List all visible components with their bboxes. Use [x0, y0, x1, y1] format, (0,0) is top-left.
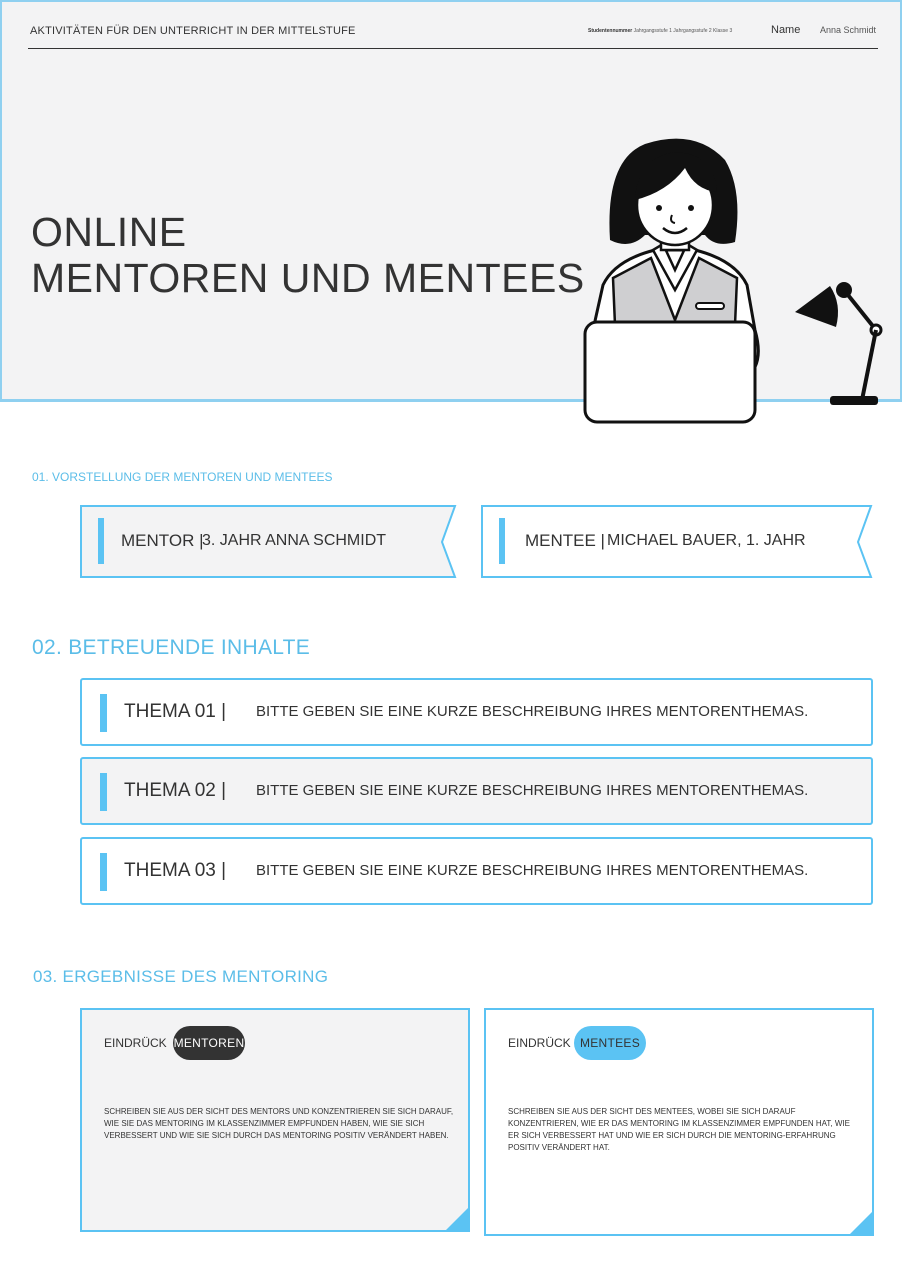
page-title-line1: ONLINE: [31, 209, 187, 255]
name-value: Anna Schmidt: [820, 25, 877, 35]
grade-meta: Jahrgangsstufe 1 Jahrgangsstufe 2 Klasse 3: [633, 28, 733, 34]
topic-label: THEMA 02 |: [124, 780, 227, 801]
mentor-impressions-text: SCHREIBEN SIE AUS DER SICHT DES MENTORS UND KONZENTRIEREN SIE SICH DARAUF, WIE SIE DAS MENTORING IM KLASSENZIMMER EMPFUNDEN HABEN, WIE SIE SICH VERBESSERT UND WIE SIE SICH DURCH DAS MENTORING POSITIV VERÄNDERT HABEN.: [104, 1107, 454, 1140]
subject-label: AKTIVITÄTEN FÜR DEN UNTERRICHT IN DER MITTELSTUFE: [30, 25, 356, 37]
page-title-line2: MENTOREN UND MENTEES: [31, 255, 585, 301]
topic-card-1: [80, 678, 873, 746]
accent-bar: [100, 694, 107, 732]
topic-card-3: [80, 837, 873, 905]
mentor-value: 3. JAHR ANNA SCHMIDT: [202, 532, 387, 549]
mentor-card: [80, 505, 460, 579]
topic-label: THEMA 01 |: [124, 701, 227, 722]
accent-bar: [98, 518, 104, 564]
accent-bar: [499, 518, 505, 564]
name-label: Name: [771, 24, 801, 36]
section-topics-heading: 02. BETREUENDE INHALTE: [32, 636, 311, 659]
topic-label: THEMA 03 |: [124, 860, 227, 881]
folded-corner-icon: [848, 1210, 874, 1236]
accent-bar: [100, 853, 107, 891]
topic-description: BITTE GEBEN SIE EINE KURZE BESCHREIBUNG IHRES MENTORENTHEMAS.: [256, 703, 809, 720]
section-intro-heading: 01. VORSTELLUNG DER MENTOREN UND MENTEES: [32, 470, 333, 484]
desk-lamp-icon: [790, 272, 890, 407]
folded-corner-icon: [444, 1206, 470, 1232]
mentee-label: MENTEE |: [525, 531, 605, 550]
accent-bar: [100, 773, 107, 811]
student-number-label: Studentennummer: [588, 28, 633, 34]
mentor-label: MENTOR |: [121, 531, 204, 550]
impressions-label: EINDRÜCK: [104, 1036, 167, 1050]
topic-description: BITTE GEBEN SIE EINE KURZE BESCHREIBUNG IHRES MENTORENTHEMAS.: [256, 862, 809, 879]
mentee-card: [481, 505, 876, 579]
mentees-pill: MENTEES: [574, 1026, 646, 1060]
student-meta: [588, 28, 732, 34]
mentor-impressions-card: [80, 1008, 470, 1232]
mentors-pill: MENTOREN: [173, 1026, 245, 1060]
teacher-illustration: [555, 130, 795, 430]
mentee-value: MICHAEL BAUER, 1. JAHR: [607, 532, 806, 549]
impressions-label: EINDRÜCK: [508, 1036, 571, 1050]
topic-description: BITTE GEBEN SIE EINE KURZE BESCHREIBUNG IHRES MENTORENTHEMAS.: [256, 782, 809, 799]
section-results-heading: 03. ERGEBNISSE DES MENTORING: [33, 967, 329, 986]
header-divider: [28, 48, 878, 49]
topic-card-2: [80, 757, 873, 825]
mentee-impressions-text: SCHREIBEN SIE AUS DER SICHT DES MENTEES, WOBEI SIE SICH DARAUF KONZENTRIEREN, WIE ER DAS MENTORING IM KLASSENZIMMER EMPFUNDEN HAT, WIE ER SICH VERBESSERT HAT UND WIE ER SICH DURCH DIE MENTORING-ERFAHRUNG POSITIV VERÄNDERT HAT.: [508, 1107, 850, 1152]
mentee-impressions-card: [484, 1008, 874, 1236]
